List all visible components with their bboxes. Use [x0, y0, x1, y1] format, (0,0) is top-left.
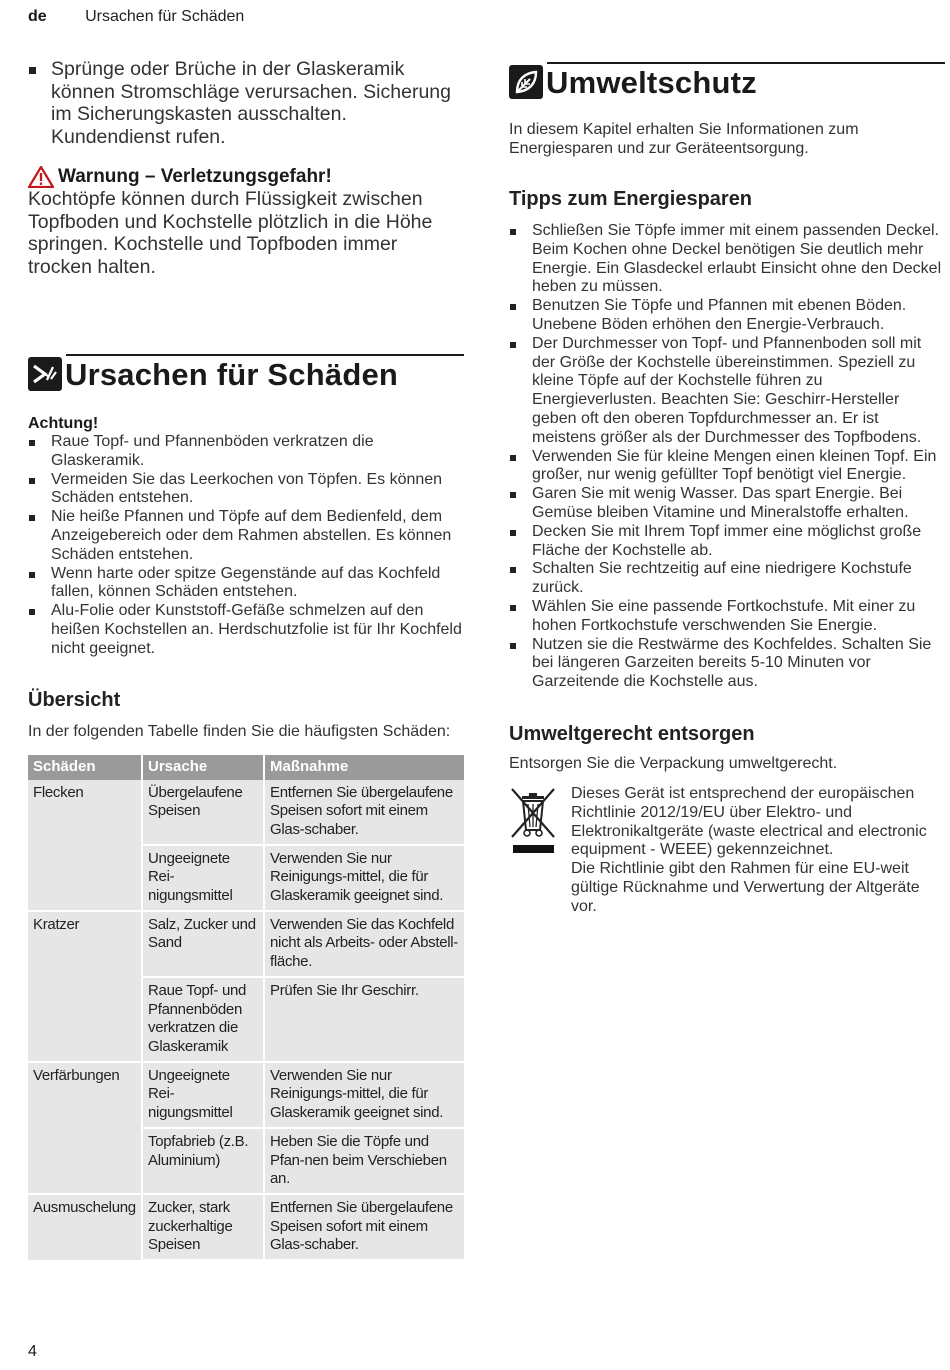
section-heading-environment — [547, 62, 945, 100]
table-row — [28, 1194, 464, 1260]
table-row — [28, 845, 464, 911]
section-heading-damage — [66, 354, 464, 392]
overview-heading: Übersicht — [28, 688, 121, 711]
list-item: Alu-Folie oder Kunststoff-Gefäße schmelzen auf den heißen Kochstellen an. Herdschutzfolie ist für Ihr Kochfeld nicht geeignet. — [28, 602, 464, 658]
intro-bullet-list — [28, 58, 464, 148]
crossed-out-bin-icon — [509, 785, 571, 917]
table-cell: Ausmuschelung — [28, 1194, 142, 1260]
list-item: Raue Topf- und Pfannenböden verkratzen die Glaskeramik. — [28, 433, 464, 471]
column-header: Schäden — [28, 755, 142, 780]
table-cell: Ungeeignete Rei-nigungsmittel — [142, 845, 264, 911]
warning-text: Kochtöpfe können durch Flüssigkeit zwischen Topfboden und Kochstelle plötzlich in die Höhe springen. Kochstelle und Topfboden immer trocken halten. — [28, 188, 433, 278]
warning-block — [28, 166, 464, 278]
damage-icon — [28, 357, 62, 391]
table-cell: Topfabrieb (z.B. Aluminium) — [142, 1128, 264, 1194]
leaf-icon — [509, 65, 543, 99]
list-item: Schließen Sie Töpfe immer mit einem passenden Deckel. Beim Kochen ohne Deckel benötigen Sie deutlich mehr Energie. Ein Glasdeckel erlaubt Einsicht ohne den Deckel heben zu müssen. — [509, 222, 945, 297]
list-item: Sprünge oder Brüche in der Glaskeramik können Stromschläge verursachen. Sicherung im Sicherungskasten ausschalten. Kundendienst rufen. — [28, 58, 464, 148]
left-column — [28, 58, 464, 1261]
table-cell: Flecken — [28, 780, 142, 845]
table-cell: Zucker, stark zuckerhaltige Speisen — [142, 1194, 264, 1260]
damage-table — [28, 755, 464, 1261]
column-header: Maßnahme — [264, 755, 464, 780]
language-code: de — [28, 8, 47, 25]
list-item: Garen Sie mit wenig Wasser. Das spart Energie. Bei Gemüse bleiben Vitamine und Mineralstoffe erhalten. — [509, 485, 945, 523]
table-header-row — [28, 755, 464, 780]
table-cell — [28, 1128, 142, 1194]
right-column — [509, 58, 945, 917]
list-item: Wählen Sie eine passende Fortkochstufe. Mit einer zu hohen Fortkochstufe verschwenden Sie Energie. — [509, 598, 945, 636]
weee-block — [509, 785, 945, 917]
weee-text-framework: Die Richtlinie gibt den Rahmen für eine EU-weit gültige Rücknahme und Verwertung der Altgeräte vor. — [571, 860, 920, 915]
weee-text-directive: Dieses Gerät ist entsprechend der europäischen Richtlinie 2012/19/EU über Elektro- und Elektronikaltgeräte (waste electrical and electronic equipment - WEEE) gekennzeichnet. — [571, 784, 927, 859]
environment-intro: In diesem Kapitel erhalten Sie Informationen zum Energiesparen und zur Geräteentsorgung. — [509, 121, 859, 157]
list-item: Der Durchmesser von Topf- und Pfannenboden soll mit der Größe der Kochstelle übereinstimmen. Speziell zu kleine Töpfe auf der Kochstelle führen zu Energieverlusten. Beachten Sie: Geschirr-Hersteller geben oft den oberen Topfdurchmesser an. Er ist meistens größer als der Durchmesser des Topfbodens. — [509, 335, 945, 448]
table-row — [28, 977, 464, 1062]
header-title: Ursachen für Schäden — [85, 8, 245, 25]
table-row — [28, 780, 464, 845]
list-item: Schalten Sie rechtzeitig auf eine niedrigere Kochstufe zurück. — [509, 560, 945, 598]
tips-bullet-list — [509, 222, 945, 692]
disposal-intro: Entsorgen Sie die Verpackung umweltgerecht. — [509, 754, 838, 772]
table-cell: Salz, Zucker und Sand — [142, 911, 264, 977]
column-header: Ursache — [142, 755, 264, 780]
table-cell: Übergelaufene Speisen — [142, 780, 264, 845]
table-cell: Ungeeignete Rei-nigungsmittel — [142, 1062, 264, 1128]
caution-label: Achtung! — [28, 415, 99, 432]
page-header — [28, 8, 244, 26]
table-cell: Entfernen Sie übergelaufene Speisen sofort mit einem Glas-schaber. — [264, 780, 464, 845]
overview-text: In der folgenden Tabelle finden Sie die häufigsten Schäden: — [28, 722, 451, 740]
table-cell: Raue Topf- und Pfannenböden verkratzen die Glaskeramik — [142, 977, 264, 1062]
table-cell: Verfärbungen — [28, 1062, 142, 1128]
list-item: Wenn harte oder spitze Gegenstände auf das Kochfeld fallen, können Schäden entstehen. — [28, 565, 464, 603]
list-item: Decken Sie mit Ihrem Topf immer eine möglichst große Fläche der Kochstelle ab. — [509, 523, 945, 561]
table-cell: Kratzer — [28, 911, 142, 977]
table-row — [28, 911, 464, 977]
caution-bullet-list — [28, 433, 464, 659]
tips-heading: Tipps zum Energiesparen — [509, 188, 753, 210]
table-cell: Verwenden Sie nur Reinigungs-mittel, die für Glaskeramik geeignet sind. — [264, 845, 464, 911]
list-item: Nie heiße Pfannen und Töpfe auf dem Bedienfeld, dem Anzeigebereich oder dem Rahmen abstellen. Es können Schäden entstehen. — [28, 508, 464, 564]
table-cell: Verwenden Sie nur Reinigungs-mittel, die für Glaskeramik geeignet sind. — [264, 1062, 464, 1128]
page-number: 4 — [28, 1343, 37, 1360]
section-title: Umweltschutz — [546, 65, 757, 100]
warning-triangle-icon — [28, 166, 54, 188]
table-cell: Heben Sie die Töpfe und Pfan-nen beim Verschieben an. — [264, 1128, 464, 1194]
table-cell: Prüfen Sie Ihr Geschirr. — [264, 977, 464, 1062]
list-item: Verwenden Sie für kleine Mengen einen kleinen Topf. Ein großer, nur wenig gefüllter Topf benötigt viel Energie. — [509, 448, 945, 486]
table-cell — [28, 845, 142, 911]
warning-title: Warnung – Verletzungsgefahr! — [58, 166, 332, 187]
list-item: Vermeiden Sie das Leerkochen von Töpfen. Es können Schäden entstehen. — [28, 471, 464, 509]
table-row — [28, 1128, 464, 1194]
section-title: Ursachen für Schäden — [65, 357, 399, 392]
table-cell — [28, 977, 142, 1062]
list-item: Benutzen Sie Töpfe und Pfannen mit ebenen Böden. Unebene Böden erhöhen den Energie-Verbrauch. — [509, 297, 945, 335]
table-cell: Verwenden Sie das Kochfeld nicht als Arbeits- oder Abstell-fläche. — [264, 911, 464, 977]
list-item: Nutzen sie die Restwärme des Kochfeldes. Schalten Sie bei längeren Garzeiten bereits 5-10 Minuten vor Garzeitende die Kochstelle aus. — [509, 636, 945, 692]
table-cell: Entfernen Sie übergelaufene Speisen sofort mit einem Glas-schaber. — [264, 1194, 464, 1260]
disposal-heading: Umweltgerecht entsorgen — [509, 722, 755, 745]
table-row — [28, 1062, 464, 1128]
